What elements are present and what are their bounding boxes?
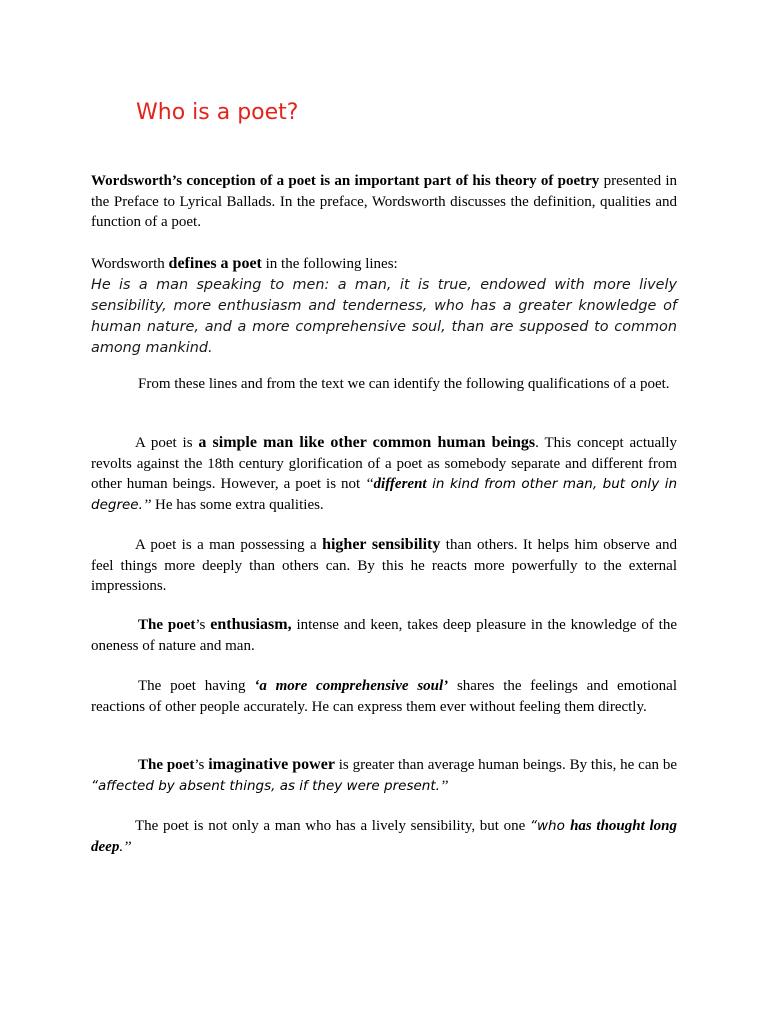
sensibility-tail: than others. It helps him observe and feel things more deeply than others can. By this he reacts more powerfully to the external impressions. bbox=[91, 537, 677, 594]
thought-bold: has thought long deep bbox=[91, 818, 677, 855]
definition-quote: He is a man speaking to men: a man, it is true, endowed with more lively sensibility, more enthusiasm and tenderness, who has a greater knowledge of human nature, and a more comprehensive soul, than are supposed to common among mankind. bbox=[91, 277, 677, 356]
thought-quote-open: “who bbox=[529, 818, 571, 834]
intro-paragraph bbox=[91, 171, 677, 233]
simple-man-mid: . This concept actually revolts against the 18th century glorification of a poet as somebody separate and different from other human beings. However, a poet is not bbox=[91, 435, 678, 492]
thought-tail: . bbox=[119, 838, 124, 855]
imagination-bold-b: imaginative power bbox=[208, 756, 335, 773]
sensibility-paragraph bbox=[91, 535, 677, 597]
thought-lead: The poet is not only a man who has a lively sensibility, but one bbox=[135, 818, 530, 834]
simple-man-bold: a simple man like other common human beings bbox=[198, 434, 536, 451]
imagination-mid: is greater than average human beings. By this, he can be bbox=[334, 757, 677, 773]
enthusiasm-tail: intense and keen, takes deep pleasure in the knowledge of the oneness of nature and man. bbox=[91, 617, 677, 654]
sensibility-lead: A poet is a man possessing a bbox=[135, 537, 323, 553]
imagination-plain: ’s bbox=[194, 757, 209, 773]
thought-paragraph bbox=[91, 816, 677, 857]
simple-man-paragraph bbox=[91, 433, 677, 515]
sensibility-bold: higher sensibility bbox=[322, 536, 441, 553]
soul-lead: The poet having bbox=[138, 678, 255, 694]
simple-man-lead: A poet is bbox=[135, 435, 199, 451]
simple-man-quote-close: ’’ bbox=[142, 496, 152, 513]
qualifications-paragraph: From these lines and from the text we can identify the following qualifications of a poet. bbox=[138, 376, 670, 392]
soul-paragraph bbox=[91, 676, 677, 717]
soul-tail: shares the feelings and emotional reactions of other people accurately. He can express them ever without feeling them directly. bbox=[91, 678, 677, 715]
page-title: Who is a poet? bbox=[136, 100, 299, 125]
enthusiasm-plain: ’s bbox=[195, 617, 211, 633]
simple-man-quote-bold: different bbox=[373, 476, 427, 492]
definition-lead: Wordsworth bbox=[91, 256, 169, 272]
imagination-quote-close: ’’ bbox=[439, 777, 449, 794]
definition-intro-paragraph bbox=[91, 253, 677, 359]
simple-man-tail: He has some extra qualities. bbox=[151, 496, 324, 513]
imagination-bold-a: The poet bbox=[138, 757, 195, 773]
soul-bold-italic: ‘a more comprehensive soul’ bbox=[254, 678, 449, 694]
thought-close: ’’ bbox=[123, 838, 132, 855]
intro-rest: presented in the Preface to Lyrical Ballads. In the preface, Wordsworth discusses the definition, qualities and function of a poet. bbox=[91, 173, 678, 230]
enthusiasm-bold-a: The poet bbox=[138, 617, 196, 633]
intro-bold-lead: Wordsworth’s conception of a poet is an important part of his theory of poetry bbox=[91, 173, 600, 189]
enthusiasm-bold-b: enthusiasm, bbox=[210, 616, 292, 633]
definition-bold: defines a poet bbox=[168, 255, 262, 272]
enthusiasm-paragraph bbox=[91, 615, 677, 656]
imagination-paragraph bbox=[91, 755, 677, 796]
imagination-quote: “affected by absent things, as if they were present. bbox=[91, 777, 440, 794]
simple-man-quote-open: ‘‘ bbox=[365, 476, 374, 492]
definition-tail: in the following lines: bbox=[261, 256, 398, 272]
simple-man-quote-rest: in kind from other man, but only in degree. bbox=[91, 476, 678, 513]
